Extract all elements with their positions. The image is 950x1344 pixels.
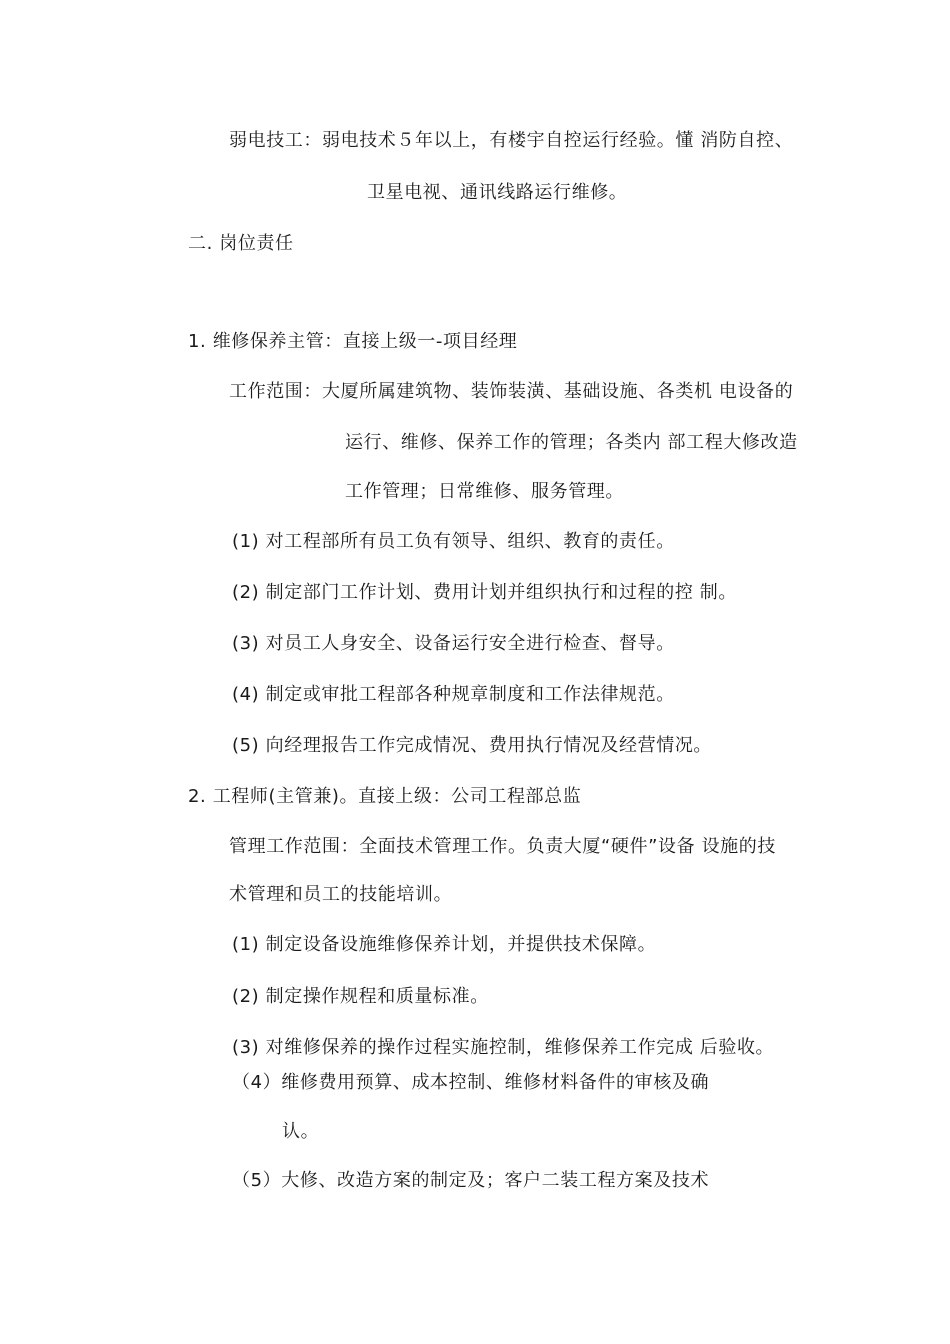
item-1-duty-3: (3) 对员工人身安全、设备运行安全进行检查、督导。: [232, 633, 675, 654]
weak-current-requirement-line-2: 卫星电视、通讯线路运行维修。: [367, 182, 628, 203]
item-2-duty-5: （5）大修、改造方案的制定及；客户二装工程方案及技术: [232, 1170, 710, 1191]
item-1-scope-line-2: 运行、维修、保养工作的管理；各类内 部工程大修改造: [345, 432, 798, 453]
item-2-duty-4-line-1: （4）维修费用预算、成本控制、维修材料备件的审核及确: [232, 1072, 710, 1093]
item-1-duty-5: (5) 向经理报告工作完成情况、费用执行情况及经营情况。: [232, 735, 713, 756]
item-2-duty-3: (3) 对维修保养的操作过程实施控制，维修保养工作完成 后验收。: [232, 1037, 775, 1058]
item-1-duty-4: (4) 制定或审批工程部各种规章制度和工作法律规范。: [232, 684, 675, 705]
item-2-duty-2: (2) 制定操作规程和质量标准。: [232, 986, 489, 1007]
item-1-title: 1. 维修保养主管：直接上级一-项目经理: [188, 331, 518, 352]
section-heading: 二. 岗位责任: [188, 233, 294, 254]
item-2-duty-1: (1) 制定设备设施维修保养计划，并提供技术保障。: [232, 934, 657, 955]
item-1-duty-2: (2) 制定部门工作计划、费用计划并组织执行和过程的控 制。: [232, 582, 737, 603]
item-1-duty-1: (1) 对工程部所有员工负有领导、组织、教育的责任。: [232, 531, 675, 552]
weak-current-requirement-line-1: 弱电技工：弱电技术５年以上，有楼宇自控运行经验。懂 消防自控、: [229, 130, 794, 151]
item-1-scope-line-3: 工作管理；日常维修、服务管理。: [345, 481, 624, 502]
item-2-scope-line-1: 管理工作范围：全面技术管理工作。负责大厦“硬件”设备 设施的技: [229, 836, 776, 857]
item-1-scope-line-1: 工作范围：大厦所属建筑物、装饰装潢、基础设施、各类机 电设备的: [229, 381, 794, 402]
item-2-title: 2. 工程师(主管兼)。直接上级：公司工程部总监: [188, 786, 582, 807]
item-2-duty-4-line-2: 认。: [282, 1121, 320, 1142]
item-2-scope-line-2: 术管理和员工的技能培训。: [229, 884, 453, 905]
